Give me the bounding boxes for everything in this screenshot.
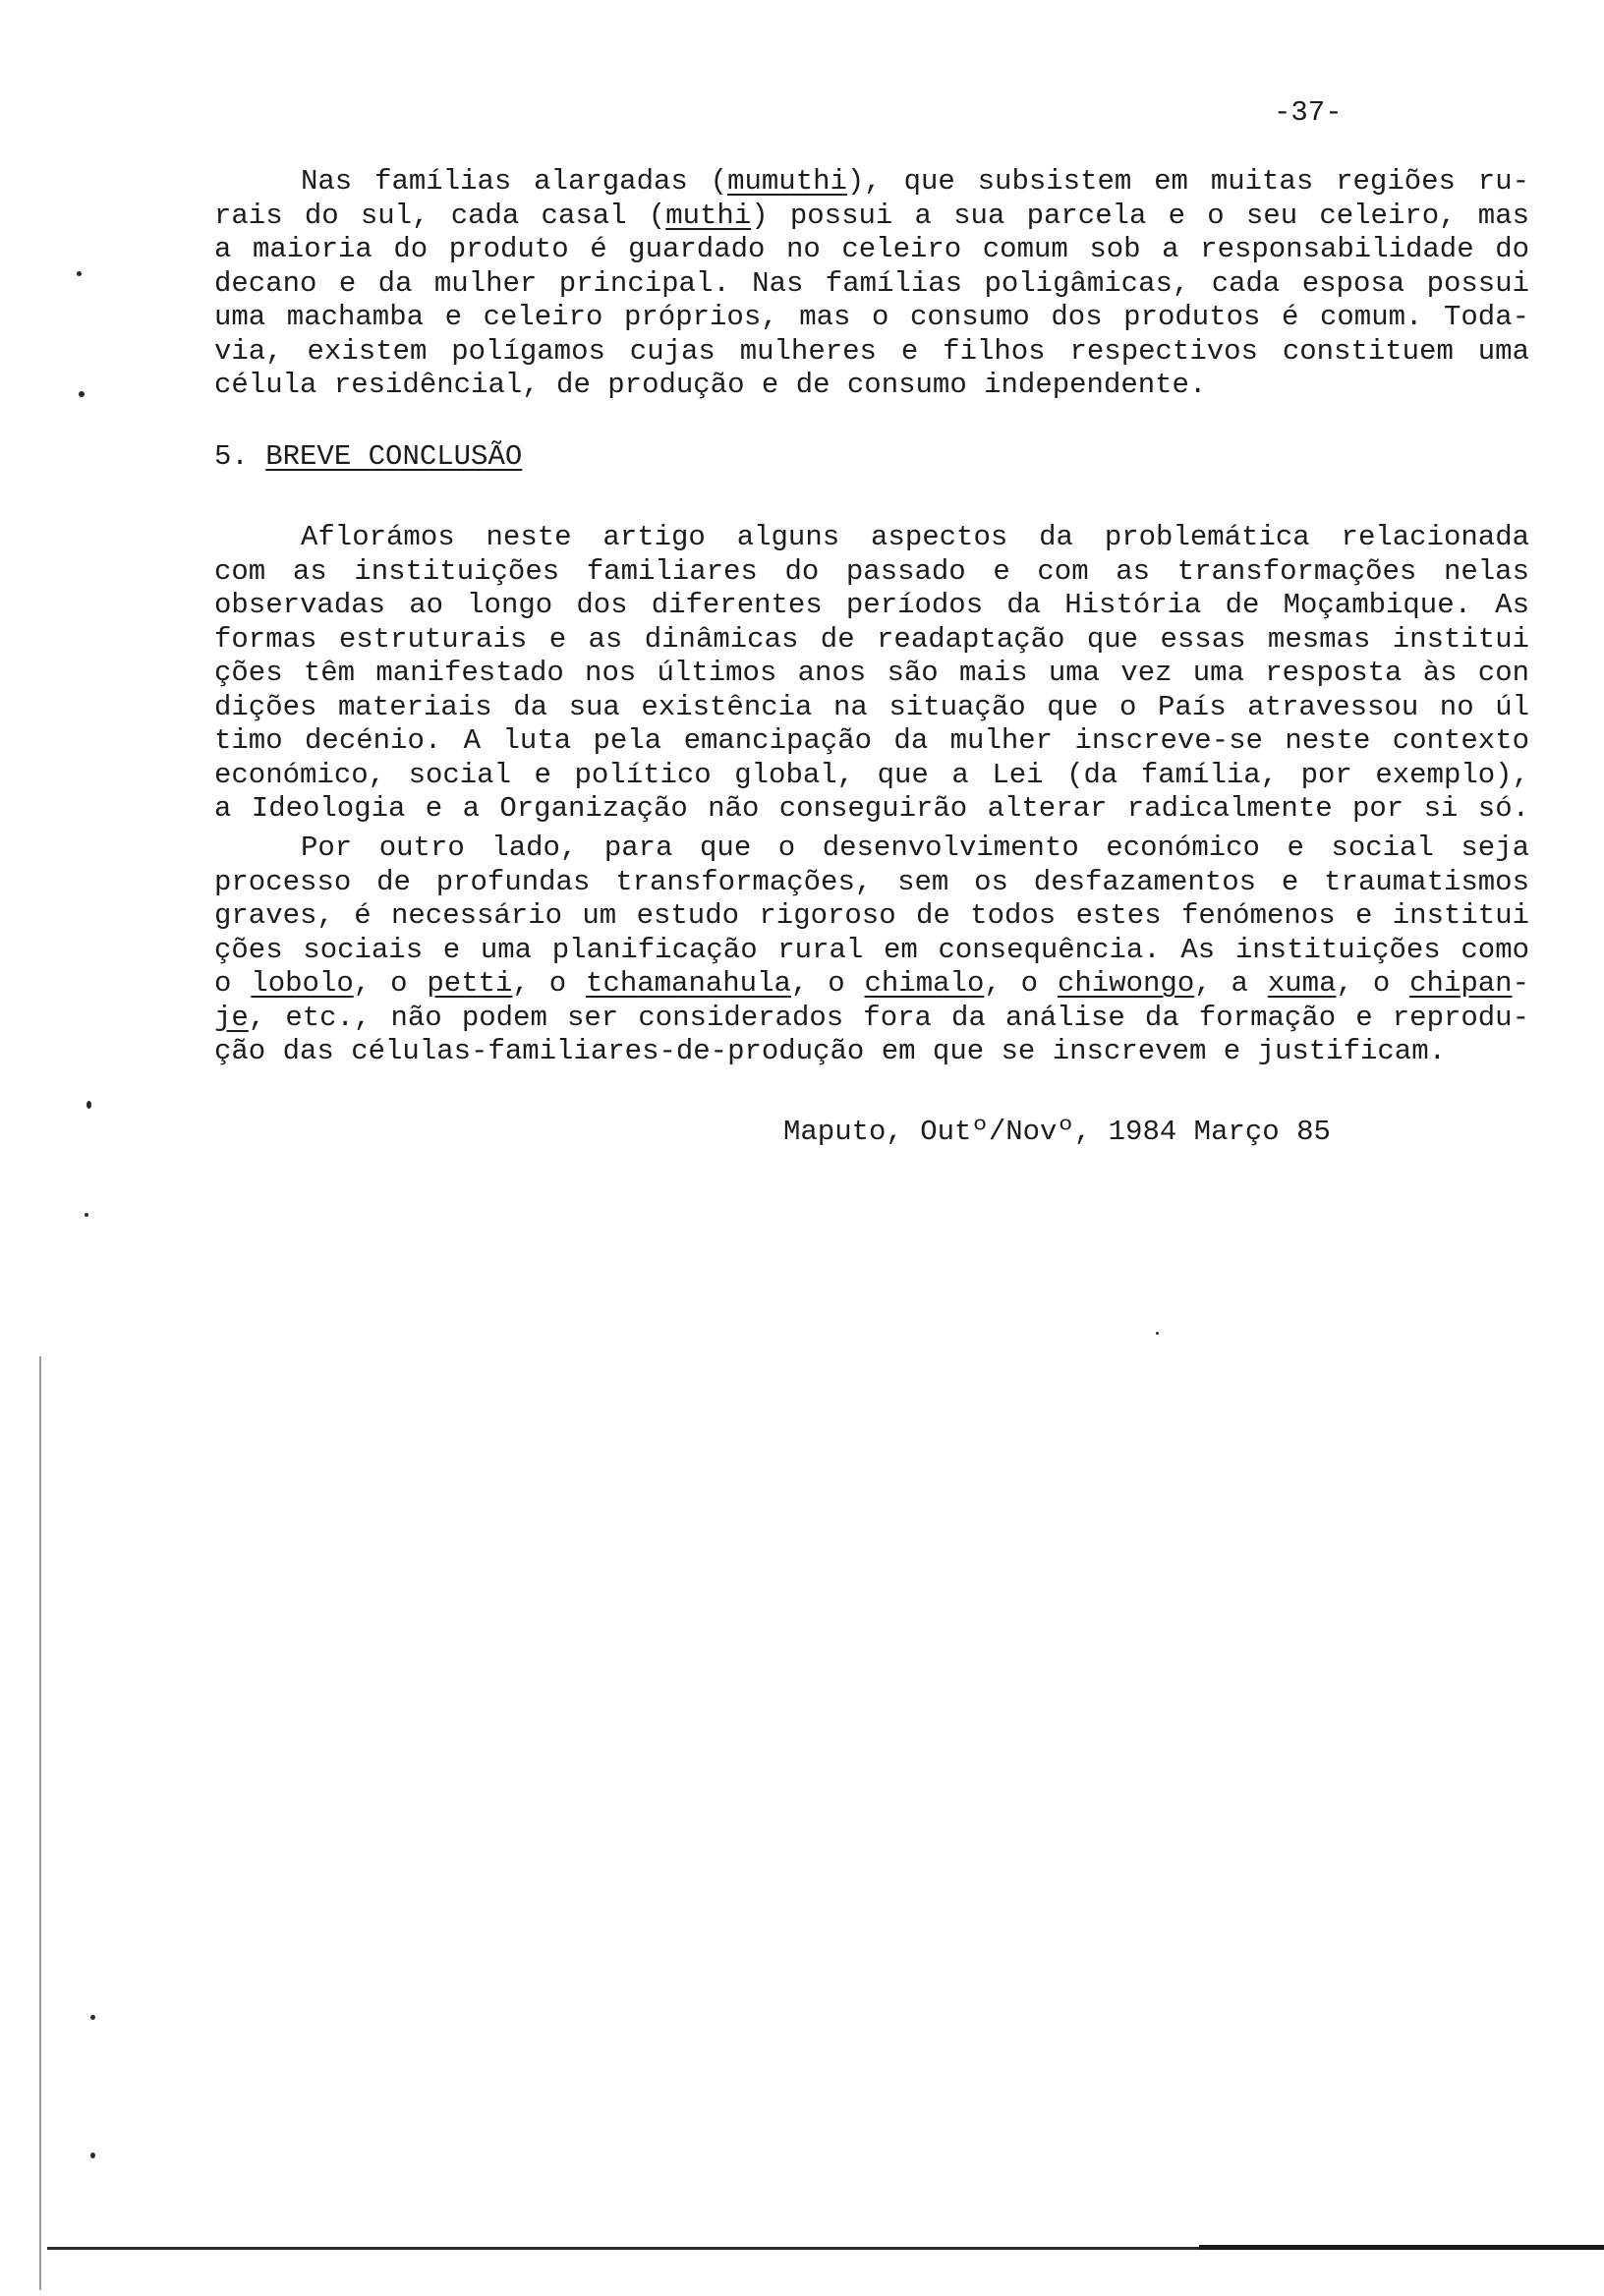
section-heading <box>214 440 522 473</box>
section-title: BREVE CONCLUSÃO <box>265 440 523 473</box>
text-line: com as instituições familiares do passado e com as transformações nelas <box>214 554 1529 588</box>
text-line: económico, social e político global, que a Lei (da família, por exemplo), <box>214 758 1529 791</box>
text-line: rais do sul, cada casal (muthi) possui a sua parcela e o seu celeiro, mas <box>214 199 1529 232</box>
scan-speck <box>90 2152 95 2158</box>
scan-edge <box>39 1356 41 2290</box>
text-line: ção das células-familiares-de-produção em que se inscrevem e justificam. <box>214 1035 1447 1067</box>
text-line: Nas famílias alargadas (mumuthi), que subsistem em muitas regiões ru- <box>301 165 1530 198</box>
text-line: via, existem polígamos cujas mulheres e filhos respectivos constituem uma <box>214 334 1529 368</box>
scan-speck <box>86 1101 91 1109</box>
text-line: o lobolo, o petti, o tchamanahula, o chimalo, o chiwongo, a xuma, o chipan- <box>214 967 1529 1000</box>
scan-speck <box>90 2015 95 2020</box>
text-line: observadas ao longo dos diferentes períodos da História de Moçambique. As <box>214 589 1529 621</box>
text-line: ções têm manifestado nos últimos anos são mais uma vez uma resposta às con <box>214 657 1529 689</box>
text-line: ções sociais e uma planificação rural em consequência. As instituições como <box>214 933 1529 966</box>
scan-bottom-edge-thick <box>1199 2245 1604 2250</box>
paragraph-development <box>214 832 1529 1069</box>
scan-speck <box>77 271 82 276</box>
text-line: a maioria do produto é guardado no celeiro comum sob a responsabilidade do <box>214 233 1529 265</box>
text-line: processo de profundas transformações, sem os desfazamentos e traumatismos <box>214 865 1529 898</box>
text-line: graves, é necessário um estudo rigoroso de todos estes fenómenos e institui <box>214 899 1529 932</box>
scan-speck <box>85 1213 88 1217</box>
page-number: -37- <box>1274 96 1343 129</box>
text-line: Aflorámos neste artigo alguns aspectos da problemática relacionada <box>301 521 1529 553</box>
text-line: Por outro lado, para que o desenvolvimento económico e social seja <box>301 832 1529 864</box>
place-date-line: Maputo, Outº/Novº, 1984 Março 85 <box>783 1116 1331 1148</box>
text-line: a Ideologia e a Organização não conseguirão alterar radicalmente por si só. <box>214 792 1529 825</box>
paragraph-conclusion <box>214 521 1529 827</box>
text-line: célula residêncial, de produção e de consumo independente. <box>214 369 1207 401</box>
paragraph-families <box>214 165 1529 403</box>
section-number: 5. <box>214 440 249 473</box>
text-line: uma machamba e celeiro próprios, mas o consumo dos produtos é comum. Toda- <box>214 301 1529 333</box>
text-line: dições materiais da sua existência na situação que o País atravessou no úl <box>214 690 1529 723</box>
text-line: je, etc., não podem ser considerados fora da análise da formação e reprodu- <box>214 1001 1529 1034</box>
text-line: decano e da mulher principal. Nas famílias poligâmicas, cada esposa possui <box>214 266 1529 300</box>
text-line: timo decénio. A luta pela emancipação da mulher inscreve-se neste contexto <box>214 724 1529 757</box>
scan-speck <box>1156 1332 1159 1335</box>
text-line: formas estruturais e as dinâmicas de readaptação que essas mesmas institui <box>214 622 1529 656</box>
scan-speck <box>79 391 85 397</box>
